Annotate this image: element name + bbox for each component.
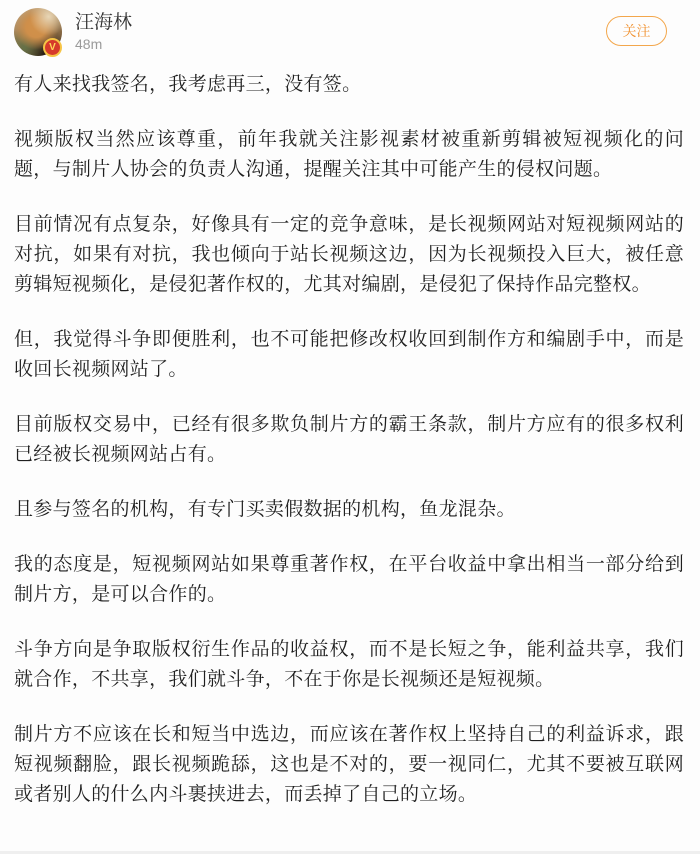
post-paragraph: 视频版权当然应该尊重，前年我就关注影视素材被重新剪辑被短视频化的问题，与制片人协会的负责人沟通，提醒关注其中可能产生的侵权问题。 [14, 129, 684, 180]
verified-v-badge-icon: V [43, 38, 62, 57]
post-paragraph: 目前版权交易中，已经有很多欺负制片方的霸王条款，制片方应有的很多权利已经被长视频网站占有。 [14, 414, 684, 465]
author-meta [75, 8, 132, 52]
post-paragraph: 我的态度是，短视频网站如果尊重著作权，在平台收益中拿出相当一部分给到制片方，是可以合作的。 [14, 554, 684, 605]
post-paragraph: 有人来找我签名，我考虑再三，没有签。 [14, 74, 362, 95]
post-paragraph: 制片方不应该在长和短当中选边，而应该在著作权上坚持自己的利益诉求，跟短视频翻脸，跟长视频跪舔，这也是不对的，要一视同仁，尤其不要被互联网或者别人的什么内斗裹挟进去，而丢掉了自己的立场。 [14, 724, 684, 805]
post-paragraph: 且参与签名的机构，有专门买卖假数据的机构，鱼龙混杂。 [14, 499, 516, 520]
post-paragraph: 斗争方向是争取版权衍生作品的收益权，而不是长短之争，能利益共享，我们就合作，不共享，我们就斗争，不在于你是长视频还是短视频。 [14, 639, 684, 690]
follow-button[interactable]: 关注 [606, 16, 667, 46]
post-paragraph: 目前情况有点复杂，好像具有一定的竞争意味，是长视频网站对短视频网站的对抗，如果有对抗，我也倾向于站长视频这边，因为长视频投入巨大，被任意剪辑短视频化，是侵犯著作权的，尤其对编剧，是侵犯了保持作品完整权。 [14, 214, 684, 295]
post-timestamp: 48m [75, 36, 103, 52]
avatar[interactable] [14, 8, 62, 56]
post-body [0, 56, 700, 810]
post-header [0, 0, 700, 56]
post-paragraph: 但，我觉得斗争即便胜利，也不可能把修改权收回到制作方和编剧手中，而是收回长视频网站了。 [14, 329, 684, 380]
author-name[interactable]: 汪海林 [75, 12, 133, 33]
